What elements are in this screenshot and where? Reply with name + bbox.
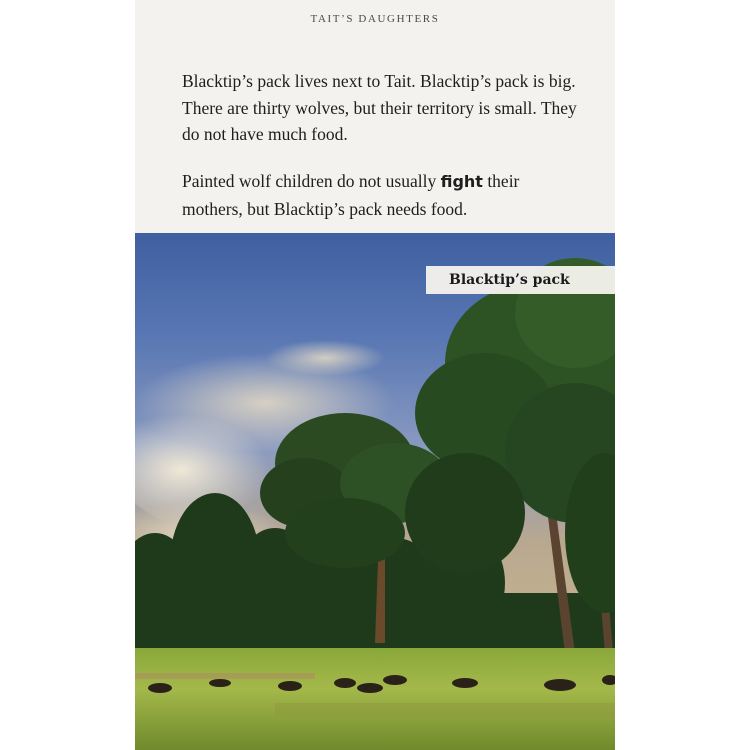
cloud <box>265 340 385 376</box>
paragraph-2-text-end: their mothers, but Blacktip’s pack needs food. <box>182 171 520 219</box>
savanna-photo <box>135 233 615 750</box>
dirt-patch <box>135 673 315 679</box>
paragraph-2-text-start: Painted wolf children do not usually <box>182 171 441 191</box>
book-page <box>135 0 615 750</box>
running-header: TAIT’S DAUGHTERS <box>310 13 440 25</box>
paragraph-2 <box>182 168 582 222</box>
paragraph-1: Blacktip’s pack lives next to Tait. Blacktip’s pack is big. There are thirty wolves, but their territory is small. They do not have much food. <box>182 71 577 144</box>
grass-field <box>135 648 615 750</box>
photo-caption: Blacktip’s pack <box>426 266 615 294</box>
bold-term-fight: fight <box>440 172 483 191</box>
